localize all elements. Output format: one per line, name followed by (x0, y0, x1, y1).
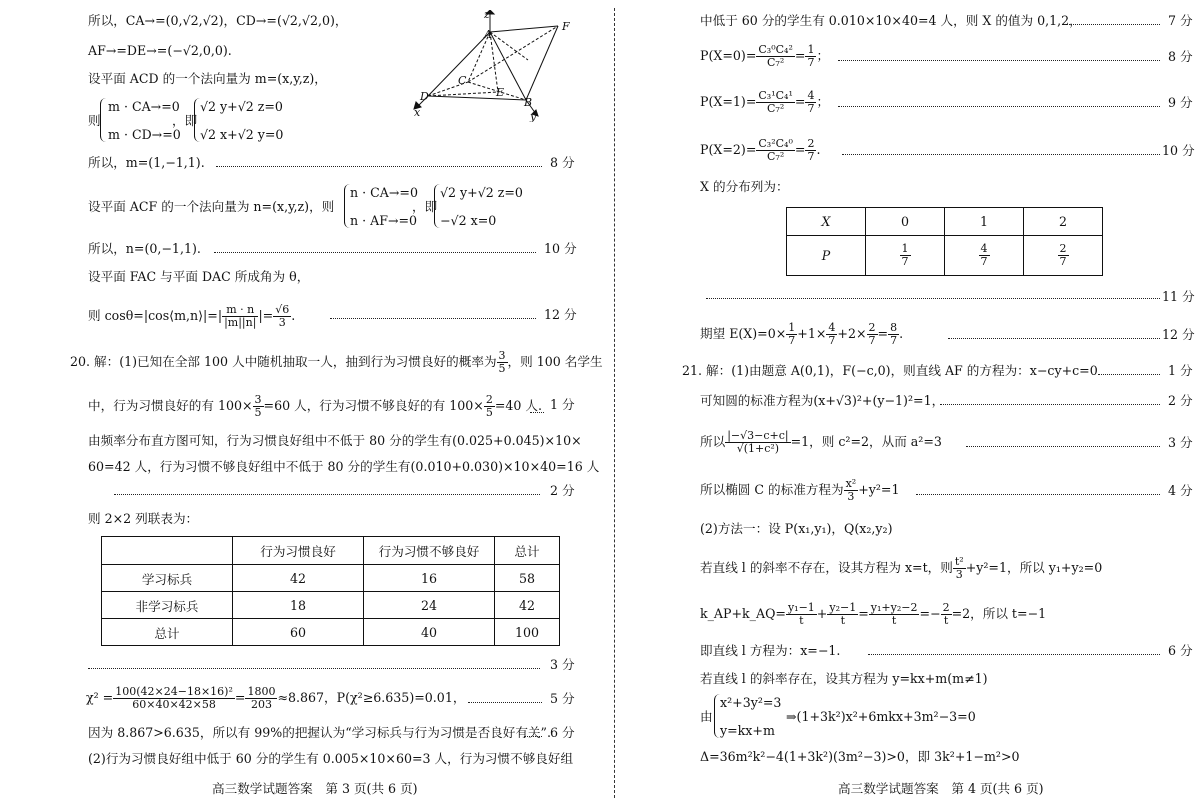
score-10: 10 分 (1162, 143, 1195, 158)
dot-leader (330, 308, 536, 319)
dot-leader (530, 402, 544, 413)
q21-distance: 所以 $\frac{|-√3-c+c|}{\text{√(1+c²)}}$ =1，则 c²=2，从而 a²=3 (700, 429, 942, 455)
q21-discriminant: Δ=36m²k²−4(1+3k²)(3m²−3)>0，即 3k²+1−m²>0 (700, 749, 1020, 764)
brace-left (100, 98, 107, 142)
label-x: x (414, 106, 421, 119)
eq-m-2: √2 x+√2 y=0 (200, 127, 284, 142)
score-2: 2 分 (550, 483, 575, 498)
dot-leader (706, 288, 1160, 299)
eq-n-ca: n · CA→=0 (350, 185, 418, 200)
score-4: 4 分 (1168, 483, 1193, 498)
text-ji: ，即 (412, 199, 438, 214)
distribution-table (786, 207, 1103, 276)
q20-part2: (2)行为习惯良好组中低于 60 分的学生有 0.005×10×60=3 人，行为习惯不够良好组 (88, 751, 574, 766)
line-n-result: 所以，n=(0,−1,1). (88, 241, 201, 256)
table-header-cell: 1 (945, 208, 1024, 236)
table-row (787, 236, 1103, 276)
line-angle-theta: 设平面 FAC 与平面 DAC 所成角为 θ， (88, 269, 310, 284)
prob-x1: P(X=1)= $\frac{\text{C₃¹C₄¹}}{\text{C₇²}}$ = $\frac{4}{7}$ ； (700, 89, 830, 115)
score-10: 10 分 (544, 241, 577, 256)
table-cell: 42 (233, 565, 364, 592)
table-cell: 16 (364, 565, 495, 592)
table-row (102, 592, 560, 619)
expectation: 期望 E(X)=0× $\frac{1}{7}$ +1× $\frac{4}{7}$ +2× $\frac{2}{7}$ = $\frac{8}{7}$ . (700, 321, 904, 347)
chi-square: χ² = $\frac{\text{100(42×24−18×16)²}}{60\times 40\times 42\times 58}$ = $\frac{1800}{203}$ ≈8.867，P(χ²≥6.635)=0.01， (86, 685, 466, 711)
footer-page-3: 高三数学试题答案 第 3 页(共 6 页) (212, 781, 418, 796)
table-cell: 60 (233, 619, 364, 646)
line-vectors-ca-cd: 所以，CA→=(0,√2,√2)，CD→=(√2,√2,0)， (88, 13, 348, 28)
label-D: D (420, 90, 429, 103)
q21-vertical-line: 若直线 l 的斜率不存在，设其方程为 x=t，则 $\frac{\text{t²}}{3}$ +y²=1，所以 y₁+y₂=0 (700, 555, 1103, 581)
table-cell: 18 (233, 592, 364, 619)
score-2: 2 分 (1168, 393, 1193, 408)
text-ji: ，即 (172, 113, 198, 128)
score-6: 6 分 (1168, 643, 1193, 658)
eq-m-cd: m · CD→=0 (108, 127, 181, 142)
score-5: 5 分 (550, 691, 575, 706)
table-row (102, 619, 560, 646)
line-vectors-af-de: AF→=DE→=(−√2,0,0). (88, 43, 232, 58)
q20-intro: 20. 解：(1)已知在全部 100 人中随机抽取一人，抽到行为习惯良好的概率为 $\frac{3}{5}$ ，则 100 名学生 (70, 349, 603, 375)
dot-leader (524, 726, 542, 737)
q21-ellipse: 所以椭圆 C 的标准方程为 $\frac{\text{x²}}{3}$ +y²=1 (700, 477, 900, 503)
score-8: 8 分 (1168, 49, 1193, 64)
table-header-cell: 总计 (495, 537, 560, 565)
line-x-values: 中低于 60 分的学生有 0.010×10×40=4 人，则 X 的值为 0,1,2， (700, 13, 1082, 28)
line-normal-n: 设平面 ACF 的一个法向量为 n=(x,y,z)，则 (88, 199, 335, 214)
dot-leader (966, 436, 1160, 447)
label-A: A (484, 28, 492, 41)
label-B: B (524, 96, 533, 109)
q21-slope-exists: 若直线 l 的斜率存在，设其方程为 y=kx+m(m≠1) (700, 671, 988, 686)
dot-leader (948, 328, 1160, 339)
eq-line: y=kx+m (720, 723, 775, 738)
prob-x2: P(X=2)= $\frac{\text{C₃²C₄⁰}}{\text{C₇²}}$ = $\frac{2}{7}$ . (700, 137, 821, 163)
score-11: 11 分 (1162, 289, 1195, 304)
score-1: 1 分 (1168, 363, 1193, 378)
q20-conclusion: 因为 8.867>6.635，所以有 99%的把握认为“学习标兵与行为习惯是否良好有关”. (88, 725, 551, 740)
q21-circle: 可知圆的标准方程为(x+√3)²+(y−1)²=1， (700, 393, 945, 408)
line-normal-m: 设平面 ACD 的一个法向量为 m=(x,y,z)， (88, 71, 327, 86)
dot-leader (88, 658, 540, 669)
dot-leader (114, 484, 540, 495)
table-cell: 总计 (102, 619, 233, 646)
right-page (624, 0, 1200, 806)
score-1: 1 分 (550, 397, 575, 412)
q20-histogram-2: 60=42 人，行为习惯不够良好组中不低于 80 分的学生有(0.010+0.030)×10×40=16 人 (88, 459, 600, 474)
score-8: 8 分 (550, 155, 575, 170)
score-7: 7 分 (1168, 13, 1193, 28)
label-E: E (496, 86, 505, 99)
score-12: 12 分 (1162, 327, 1195, 342)
table-cell: 学习标兵 (102, 565, 233, 592)
table-cell: 100 (495, 619, 560, 646)
table-header-row (787, 208, 1103, 236)
eq-ellipse: x²+3y²=3 (720, 695, 782, 710)
q20-counts: 中，行为习惯良好的有 100× $\frac{3}{5}$ =60 人，行为习惯不够良好的有 100× $\frac{2}{5}$ =40 人. (88, 393, 543, 419)
eq-m-ca: m · CA→=0 (108, 99, 180, 114)
eq-m-1: √2 y+√2 z=0 (200, 99, 283, 114)
q21-part2: (2)方法一：设 P(x₁,y₁)，Q(x₂,y₂) (700, 521, 893, 536)
line-cos-theta: 则 cosθ=|cos⟨m,n⟩|=| $\frac{m \cdot n}{|m||n|}$ |= $\frac{√6}{3}$ . (88, 303, 296, 329)
q21-line-result: 即直线 l 方程为：x=−1. (700, 643, 841, 658)
dot-leader (216, 156, 542, 167)
dot-leader (838, 50, 1160, 61)
line-system-m-prefix: 则 (88, 113, 101, 128)
table-cell: 40 (364, 619, 495, 646)
dot-leader (916, 484, 1160, 495)
table-header-cell: 0 (866, 208, 945, 236)
dot-leader (468, 692, 542, 703)
eq-n-1: √2 y+√2 z=0 (440, 185, 523, 200)
dot-leader (868, 644, 1160, 655)
table-header-row (102, 537, 560, 565)
table-cell: 24 (364, 592, 495, 619)
score-6: 6 分 (550, 725, 575, 740)
dot-leader (838, 96, 1160, 107)
eq-n-af: n · AF→=0 (350, 213, 418, 228)
table-cell: $\frac{2}{7}$ (1024, 236, 1103, 276)
dot-leader (1064, 14, 1160, 25)
table-cell: P (787, 236, 866, 276)
score-12: 12 分 (544, 307, 577, 322)
q20-table-intro: 则 2×2 列联表为： (88, 511, 199, 526)
table-cell: 58 (495, 565, 560, 592)
contingency-table (101, 536, 560, 646)
dot-leader (940, 394, 1160, 405)
table-header-cell: 行为习惯良好 (233, 537, 364, 565)
table-cell: $\frac{1}{7}$ (866, 236, 945, 276)
score-3: 3 分 (550, 657, 575, 672)
table-cell: 42 (495, 592, 560, 619)
q21-system-prefix: 由 (700, 709, 713, 724)
q21-slopes: k_AP+k_AQ= $\frac{\text{y₁−1}}{t}$ + $\frac{\text{y₂−1}}{t}$ = $\frac{\text{y₁+y₂−2}}{t}$ =− $\frac{2}{t}$ =2，所以 t=−1 (700, 601, 1047, 627)
table-header-cell (102, 537, 233, 565)
table-row (102, 565, 560, 592)
label-z: z (484, 10, 490, 21)
footer-page-4: 高三数学试题答案 第 4 页(共 6 页) (838, 781, 1044, 796)
eq-quadratic: ⇒(1+3k²)x²+6mkx+3m²−3=0 (786, 709, 976, 724)
q21-intro: 21. 解：(1)由题意 A(0,1)，F(−c,0)，则直线 AF 的方程为：x−cy+c=0 (682, 363, 1098, 378)
table-cell: 非学习标兵 (102, 592, 233, 619)
table-cell: $\frac{4}{7}$ (945, 236, 1024, 276)
score-3: 3 分 (1168, 435, 1193, 450)
dist-intro: X 的分布列为： (700, 179, 789, 194)
label-y: y (530, 110, 537, 122)
label-C: C (458, 74, 467, 87)
prob-x0: P(X=0)= $\frac{\text{C₃⁰C₄²}}{\text{C₇²}}$ = $\frac{1}{7}$ ； (700, 43, 830, 69)
q20-histogram-1: 由频率分布直方图可知，行为习惯良好组中不低于 80 分的学生有(0.025+0.045)×10× (88, 433, 582, 448)
line-m-result: 所以，m=(1,−1,1). (88, 155, 205, 170)
page-divider (614, 8, 615, 798)
pyramid-figure (408, 10, 578, 122)
table-header-cell: X (787, 208, 866, 236)
table-header-cell: 行为习惯不够良好 (364, 537, 495, 565)
dot-leader (214, 242, 536, 253)
table-header-cell: 2 (1024, 208, 1103, 236)
eq-n-2: −√2 x=0 (440, 213, 497, 228)
dot-leader (842, 144, 1160, 155)
dot-leader (1098, 364, 1160, 375)
label-F: F (562, 20, 570, 33)
score-9: 9 分 (1168, 95, 1193, 110)
